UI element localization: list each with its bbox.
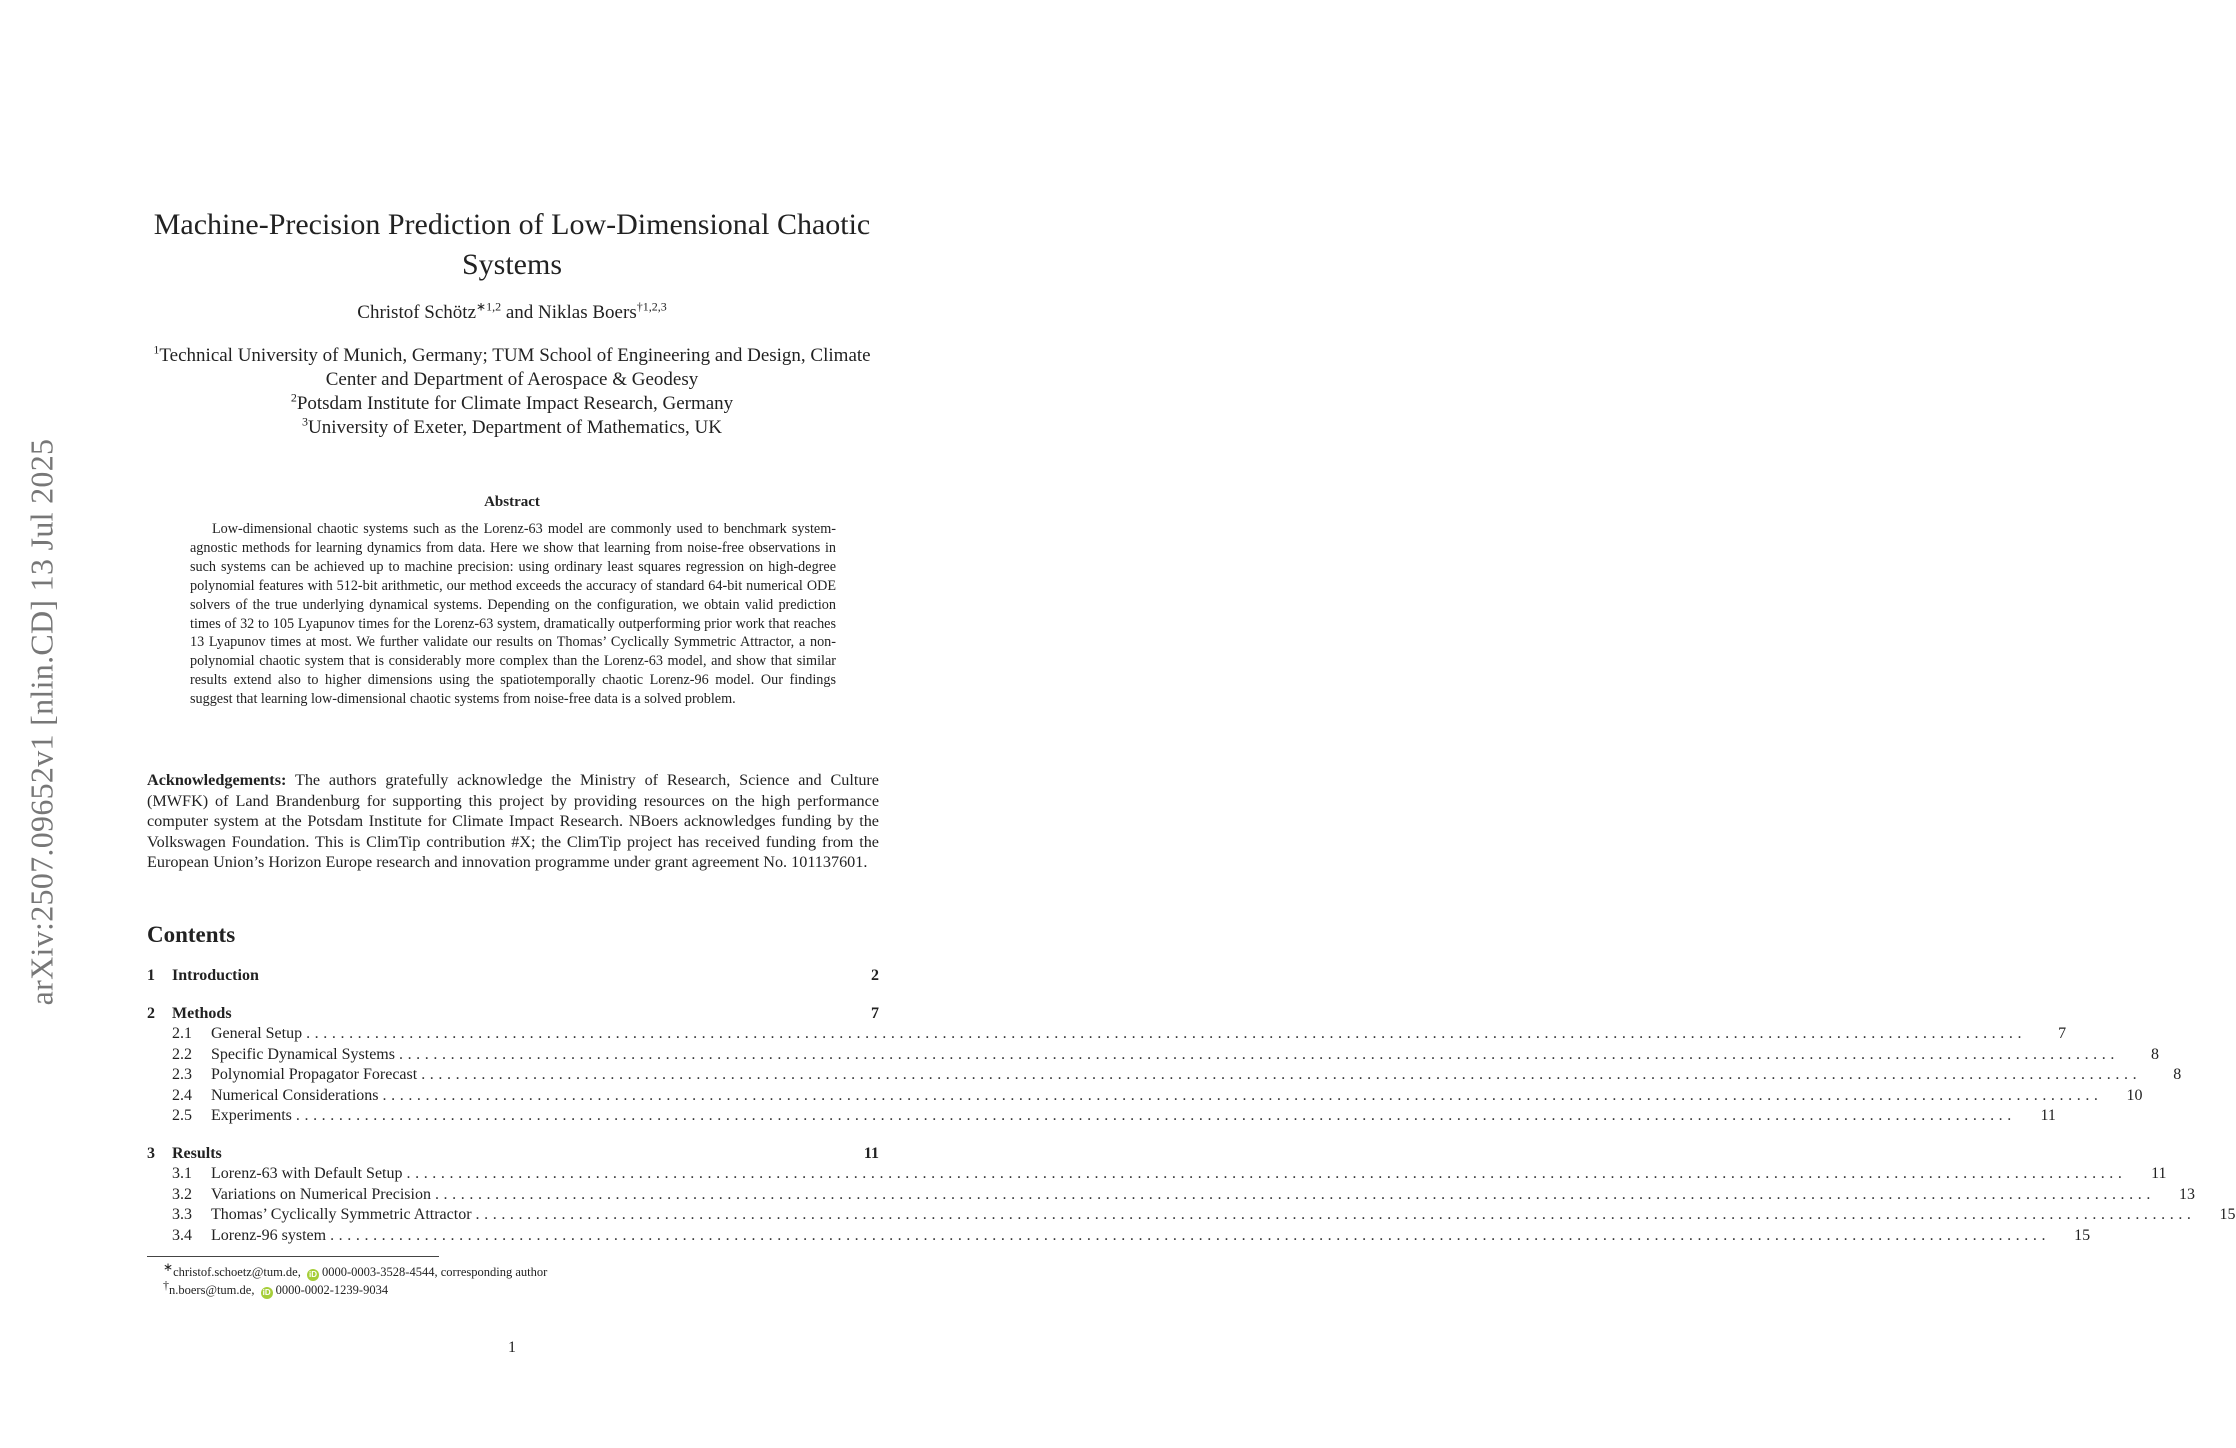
footnotes [163,1259,548,1299]
toc-section-number: 1 [147,967,155,984]
paper-title: Machine-Precision Prediction of Low-Dimensional Chaotic Systems [153,208,871,281]
toc-subsection-number: 3.1 [172,1165,192,1182]
toc-leader-dots: ........................................................................................................................................................................................................ [330,1226,2051,1244]
toc-section-page: 7 [871,1004,879,1022]
acknowledgements [147,770,879,873]
toc-section-page: 11 [863,1144,879,1162]
toc-subsection-title: Variations on Numerical Precision [211,1185,435,1206]
author-1-name: Christof Schötz [357,302,477,323]
footnote-email[interactable]: n.boers@tum.de, [169,1283,255,1297]
footnote-mark: † [163,1277,169,1292]
acknowledgements-label: Acknowledgements: [147,771,287,789]
toc-subsection-page: 11 [2040,1107,2056,1124]
toc-leader-dots: ........................................................................................................................................................................................................ [398,1045,2119,1063]
toc-section-number: 3 [147,1144,155,1162]
toc-leader-dots: ........................................................................................................................................................................................................ [382,1086,2103,1104]
author-connector: and [505,302,534,323]
toc-subsection-title: General Setup [211,1024,306,1045]
toc-subsection-number: 3.3 [172,1206,192,1223]
toc-subsection-page: 7 [2058,1025,2067,1042]
toc-subsection-page: 8 [2150,1045,2159,1063]
toc-subsection[interactable] [147,1164,2167,1185]
author-1-marks: ∗1,2 [476,299,502,314]
toc-section-results[interactable] [147,1144,879,1165]
toc-leader-dots: ........................................................................................................................................................................................................ [295,1107,2016,1124]
toc-section-page: 2 [871,967,879,984]
footnote-2 [163,1277,547,1299]
toc-subsection[interactable] [147,1065,2182,1086]
orcid-link[interactable]: 0000-0003-3528-4544 [321,1265,435,1279]
toc-subsection[interactable] [147,1024,2067,1045]
affiliation-3-text: University of Exeter, Department of Mathematics, UK [308,417,722,438]
author-2-marks: †1,2,3 [636,299,667,314]
toc-subsection-number: 2.2 [172,1045,192,1063]
page-number: 1 [508,1339,516,1356]
toc-subsection-title: Experiments [211,1106,296,1127]
table-of-contents [147,966,2236,1246]
toc-subsection-page: 13 [2178,1185,2195,1203]
toc-section-introduction[interactable] [147,966,879,987]
toc-subsection-title: Numerical Considerations [211,1086,383,1107]
affiliation-3-mark: 3 [302,414,309,429]
acknowledgements-text: The authors gratefully acknowledge the Ministry of Research, Science and Culture (MWFK) of Land Brandenburg for supporting this project by providing resources on the high performance computer system at the Potsdam Institute for Climate Impact Research. NBoers acknowledges funding by the Volkswagen Foundation. This is ClimTip contribution #X; the ClimTip project has received funding from the European Union’s Horizon Europe research and innovation programme under grant agreement No. 101137601. [147,771,879,871]
author-line [130,299,894,324]
toc-section-methods[interactable] [147,1004,879,1025]
affiliation-1 [150,344,874,392]
abstract-text: Low-dimensional chaotic systems such as the Lorenz-63 model are commonly used to benchmark system-agnostic methods for learning dynamics from data. Here we show that learning from noise-free observations in such systems can be achieved up to machine precision: using ordinary least squares regression on high-degree polynomial features with 512-bit arithmetic, our method exceeds the accuracy of standard 64-bit numerical ODE solvers of the true underlying dynamical systems. Depending on the configuration, we obtain valid prediction times of 32 to 105 Lyapunov times for the Lorenz-63 system, dramatically outperforming prior work that reaches 13 Lyapunov times at most. We further validate our results on Thomas’ Cyclically Symmetric Attractor, a non-polynomial chaotic system that is considerably more complex than the Lorenz-63 model, and show that similar results extend also to higher dimensions using the spatiotemporally chaotic Lorenz-96 model. Our findings suggest that learning low-dimensional chaotic systems from noise-free data is a solved problem. [190,521,836,708]
toc-section-title: Results [172,1144,222,1162]
author-2-name: Niklas Boers [538,302,637,323]
affiliation-2-mark: 2 [290,390,297,405]
toc-subsection[interactable] [147,1205,2236,1226]
toc-leader-dots: ........................................................................................................................................................................................................ [306,1025,2027,1042]
toc-subsection-number: 3.4 [172,1226,192,1244]
affiliations [150,344,874,440]
toc-subsection-page: 8 [2173,1066,2182,1083]
footnote-1 [163,1259,548,1281]
toc-subsection-title: Specific Dynamical Systems [211,1045,399,1066]
toc-subsection-page: 15 [2219,1206,2236,1223]
toc-subsection-number: 2.3 [172,1066,192,1083]
affiliation-1-text: Technical University of Munich, Germany; TUM School of Engineering and Design, Climate Center and Department of Aerospace & Geodesy [159,345,871,390]
footnote-suffix: , corresponding author [434,1265,548,1279]
arxiv-stamp: arXiv:2507.09652v1 [nlin.CD] 13 Jul 2025 [23,438,60,1006]
toc-subsection-title: Thomas’ Cyclically Symmetric Attractor [211,1205,476,1226]
toc-subsection[interactable] [147,1086,2143,1107]
toc-section-title: Introduction [172,967,259,984]
affiliation-2 [150,392,874,416]
toc-subsection[interactable] [147,1185,2195,1206]
orcid-icon[interactable]: iD [262,1288,271,1297]
abstract-heading: Abstract [484,494,540,510]
toc-leader-dots: ........................................................................................................................................................................................................ [406,1165,2127,1182]
toc-subsection-page: 15 [2074,1226,2091,1244]
toc-subsection[interactable] [147,1106,2056,1127]
toc-subsection-number: 2.1 [172,1025,192,1042]
toc-section-number: 2 [147,1004,155,1022]
affiliation-2-text: Potsdam Institute for Climate Impact Research, Germany [296,393,734,414]
toc-leader-dots: ........................................................................................................................................................................................................ [421,1066,2142,1083]
orcid-link[interactable]: 0000-0002-1239-9034 [275,1283,389,1297]
toc-subsection-page: 10 [2126,1086,2143,1104]
toc-subsection[interactable] [147,1045,2159,1066]
affiliation-3 [150,416,874,440]
toc-section-title: Methods [172,1004,232,1022]
toc-leader-dots: ........................................................................................................................................................................................................ [475,1206,2196,1223]
orcid-icon[interactable]: iD [308,1270,317,1279]
toc-subsection-number: 2.4 [172,1086,192,1104]
toc-subsection-number: 3.2 [172,1185,192,1203]
toc-subsection-page: 11 [2151,1165,2167,1182]
footnote-mark: ∗ [163,1259,174,1274]
toc-subsection-title: Polynomial Propagator Forecast [211,1065,421,1086]
toc-leader-dots: ........................................................................................................................................................................................................ [434,1185,2155,1203]
toc-subsection-title: Lorenz-63 with Default Setup [211,1164,407,1185]
toc-subsection[interactable] [147,1226,2091,1247]
affiliation-1-mark: 1 [153,342,160,357]
footnote-email[interactable]: christof.schoetz@tum.de, [173,1265,301,1279]
contents-heading: Contents [147,922,236,947]
footnote-rule [147,1256,439,1257]
toc-subsection-number: 2.5 [172,1107,192,1124]
toc-subsection-title: Lorenz-96 system [211,1226,330,1247]
